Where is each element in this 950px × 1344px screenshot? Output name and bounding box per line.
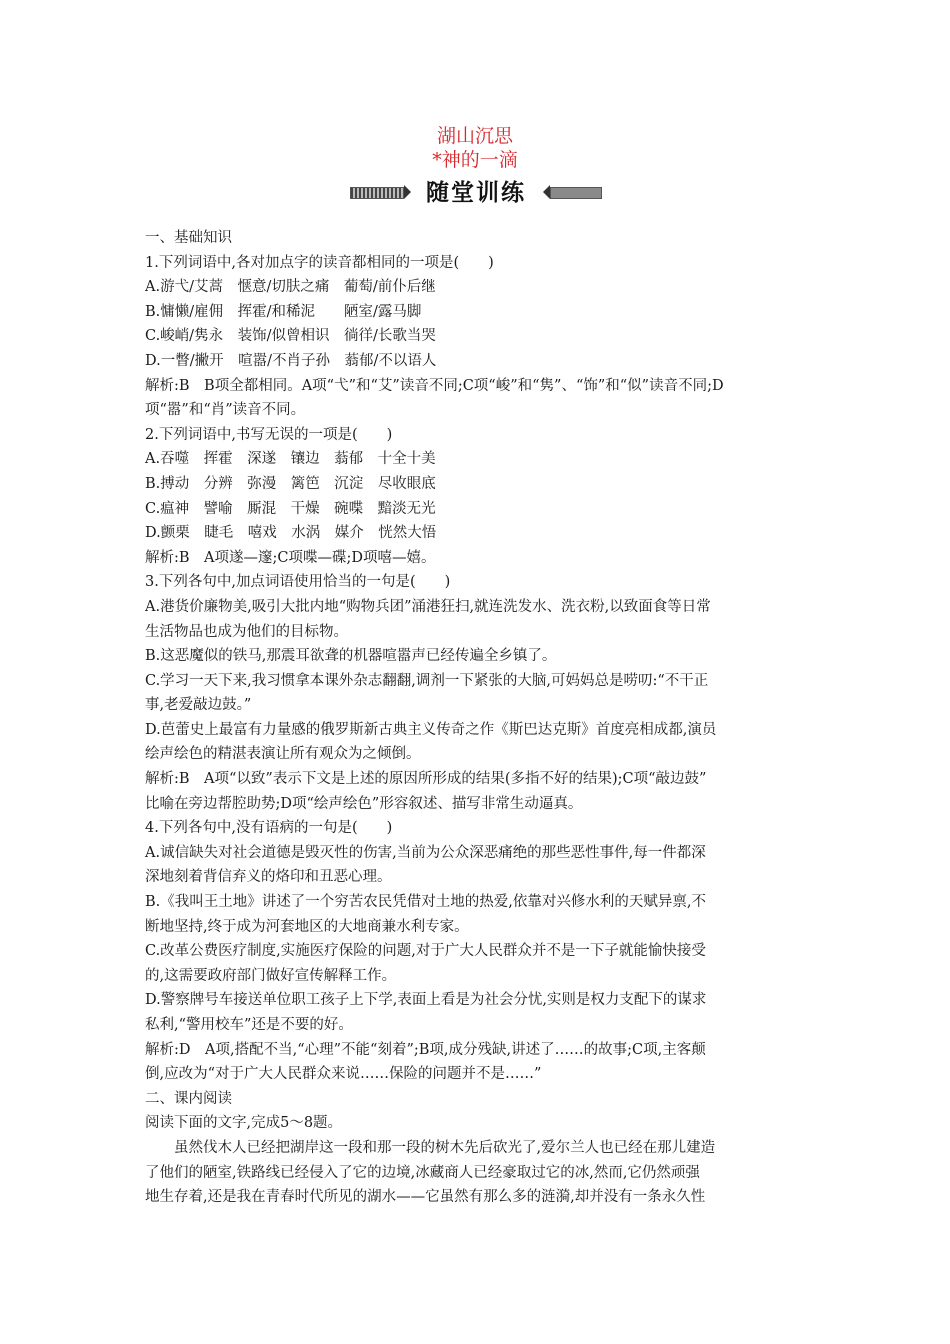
option-c: C.改革公费医疗制度,实施医疗保险的问题,对于广大人民群众并不是一下子就能愉快接受 xyxy=(145,943,706,960)
option-d-cont: 绘声绘色的精湛表演让所有观众为之倾倒。 xyxy=(145,746,421,763)
option-a-cont: 生活物品也成为他们的目标物。 xyxy=(145,623,348,640)
option-a: A.游弋/艾蒿 惬意/切肤之痛 葡萄/前仆后继 xyxy=(145,279,436,296)
page-subtitle: *神的一滴 xyxy=(432,149,518,171)
option-a: A.诚信缺失对社会道德是毁灭性的伤害,当前为公众深恶痛绝的那些恶性事件,每一件都深 xyxy=(145,844,706,861)
banner-title: 随堂训练 xyxy=(426,180,526,206)
option-a: A.港货价廉物美,吸引大批内地“购物兵团”涌港狂扫,就连洗发水、洗衣粉,以致面食等日常 xyxy=(145,598,711,615)
banner-left-bar xyxy=(350,187,404,199)
reading-passage-line: 地生存着,还是我在青春时代所见的湖水——它虽然有那么多的涟漪,却并没有一条永久性 xyxy=(145,1189,706,1206)
answer-explanation: 解析:B B项全都相同。A项“弋”和“艾”读音不同;C项“峻”和“隽”、“饰”和“似”读音不同;D xyxy=(145,377,724,394)
reading-instruction: 阅读下面的文字,完成5～8题。 xyxy=(145,1115,343,1132)
option-b: B.《我叫王土地》讲述了一个穷苦农民凭借对土地的热爱,依靠对兴修水利的天赋异禀,不 xyxy=(145,894,706,911)
answer-explanation: 项“嚣”和“肖”读音不同。 xyxy=(145,402,306,419)
section-banner xyxy=(350,178,602,208)
option-a-cont: 深地刻着背信弃义的烙印和丑恶心理。 xyxy=(145,869,392,886)
option-c: C.学习一天下来,我习惯拿本课外杂志翻翻,调剂一下紧张的大脑,可妈妈总是唠叨:“不干正 xyxy=(145,672,709,689)
reading-passage-line: 了他们的陋室,铁路线已经侵入了它的边境,冰藏商人已经豪取过它的冰,然而,它仍然顽强 xyxy=(145,1164,700,1181)
reading-passage-line: 虽然伐木人已经把湖岸这一段和那一段的树木先后砍光了,爱尔兰人也已经在那儿建造 xyxy=(174,1139,716,1156)
question-stem: 3.下列各句中,加点词语使用恰当的一句是( ) xyxy=(145,574,451,591)
option-d: D.芭蕾史上最富有力量感的俄罗斯新古典主义传奇之作《斯巴达克斯》首度亮相成都,演员 xyxy=(145,721,717,738)
option-d: D.警察牌号车接送单位职工孩子上下学,表面上看是为社会分忧,实则是权力支配下的谋求 xyxy=(145,992,707,1009)
exercise-content xyxy=(145,226,813,1210)
option-c: C.瘟神 譬喻 厮混 干燥 碗喋 黯淡无光 xyxy=(145,500,436,517)
page-title: 湖山沉思 xyxy=(436,125,513,147)
option-b-cont: 断地坚持,终于成为河套地区的大地商兼水利专家。 xyxy=(145,918,469,935)
section-heading: 二、课内阅读 xyxy=(145,1090,232,1107)
option-c-cont: 事,老爱敲边鼓。” xyxy=(145,697,252,714)
answer-explanation: 解析:B A项“以致”表示下文是上述的原因所形成的结果(多指不好的结果);C项“敲边鼓” xyxy=(145,771,707,788)
question-stem: 2.下列词语中,书写无误的一项是( ) xyxy=(145,426,393,443)
question-stem: 4.下列各句中,没有语病的一句是( ) xyxy=(145,820,393,837)
answer-explanation: 解析:B A项遂—邃;C项喋—碟;D项嘻—嬉。 xyxy=(145,549,436,566)
question-stem: 1.下列词语中,各对加点字的读音都相同的一项是( ) xyxy=(145,254,494,271)
option-a: A.吞噬 挥霍 深遂 镶边 蓊郁 十全十美 xyxy=(145,451,436,468)
answer-explanation: 比喻在旁边帮腔助势;D项“绘声绘色”形容叙述、描写非常生动逼真。 xyxy=(145,795,583,812)
option-b: B.慵懒/雇佣 挥霍/和稀泥 陋室/露马脚 xyxy=(145,303,422,320)
option-c: C.峻峭/隽永 装饰/似曾相识 徜徉/长歌当哭 xyxy=(145,328,436,345)
option-b: B.搏动 分辨 弥漫 篱笆 沉淀 尽收眼底 xyxy=(145,475,436,492)
answer-explanation: 解析:D A项,搭配不当,“心理”不能“刻着”;B项,成分残缺,讲述了……的故事;C项,主客颠 xyxy=(145,1041,706,1058)
option-c-cont: 的,这需要政府部门做好宣传解释工作。 xyxy=(145,967,397,984)
banner-arrow-icon xyxy=(404,185,411,199)
option-b: B.这恶魔似的铁马,那震耳欲聋的机器喧嚣声已经传遍全乡镇了。 xyxy=(145,648,557,665)
banner-right-bar xyxy=(550,187,602,199)
option-d-cont: 私利,“警用校车”还是不要的好。 xyxy=(145,1017,353,1033)
banner-arrow-icon xyxy=(543,185,550,199)
option-d: D.颤栗 睫毛 嘻戏 水涡 媒介 恍然大悟 xyxy=(145,525,437,542)
section-heading: 一、基础知识 xyxy=(145,230,232,246)
option-d: D.一瞥/撇开 喧嚣/不肖子孙 蓊郁/不以语人 xyxy=(145,352,437,369)
answer-explanation: 倒,应改为“对于广大人民群众来说……保险的问题并不是……” xyxy=(145,1066,542,1083)
